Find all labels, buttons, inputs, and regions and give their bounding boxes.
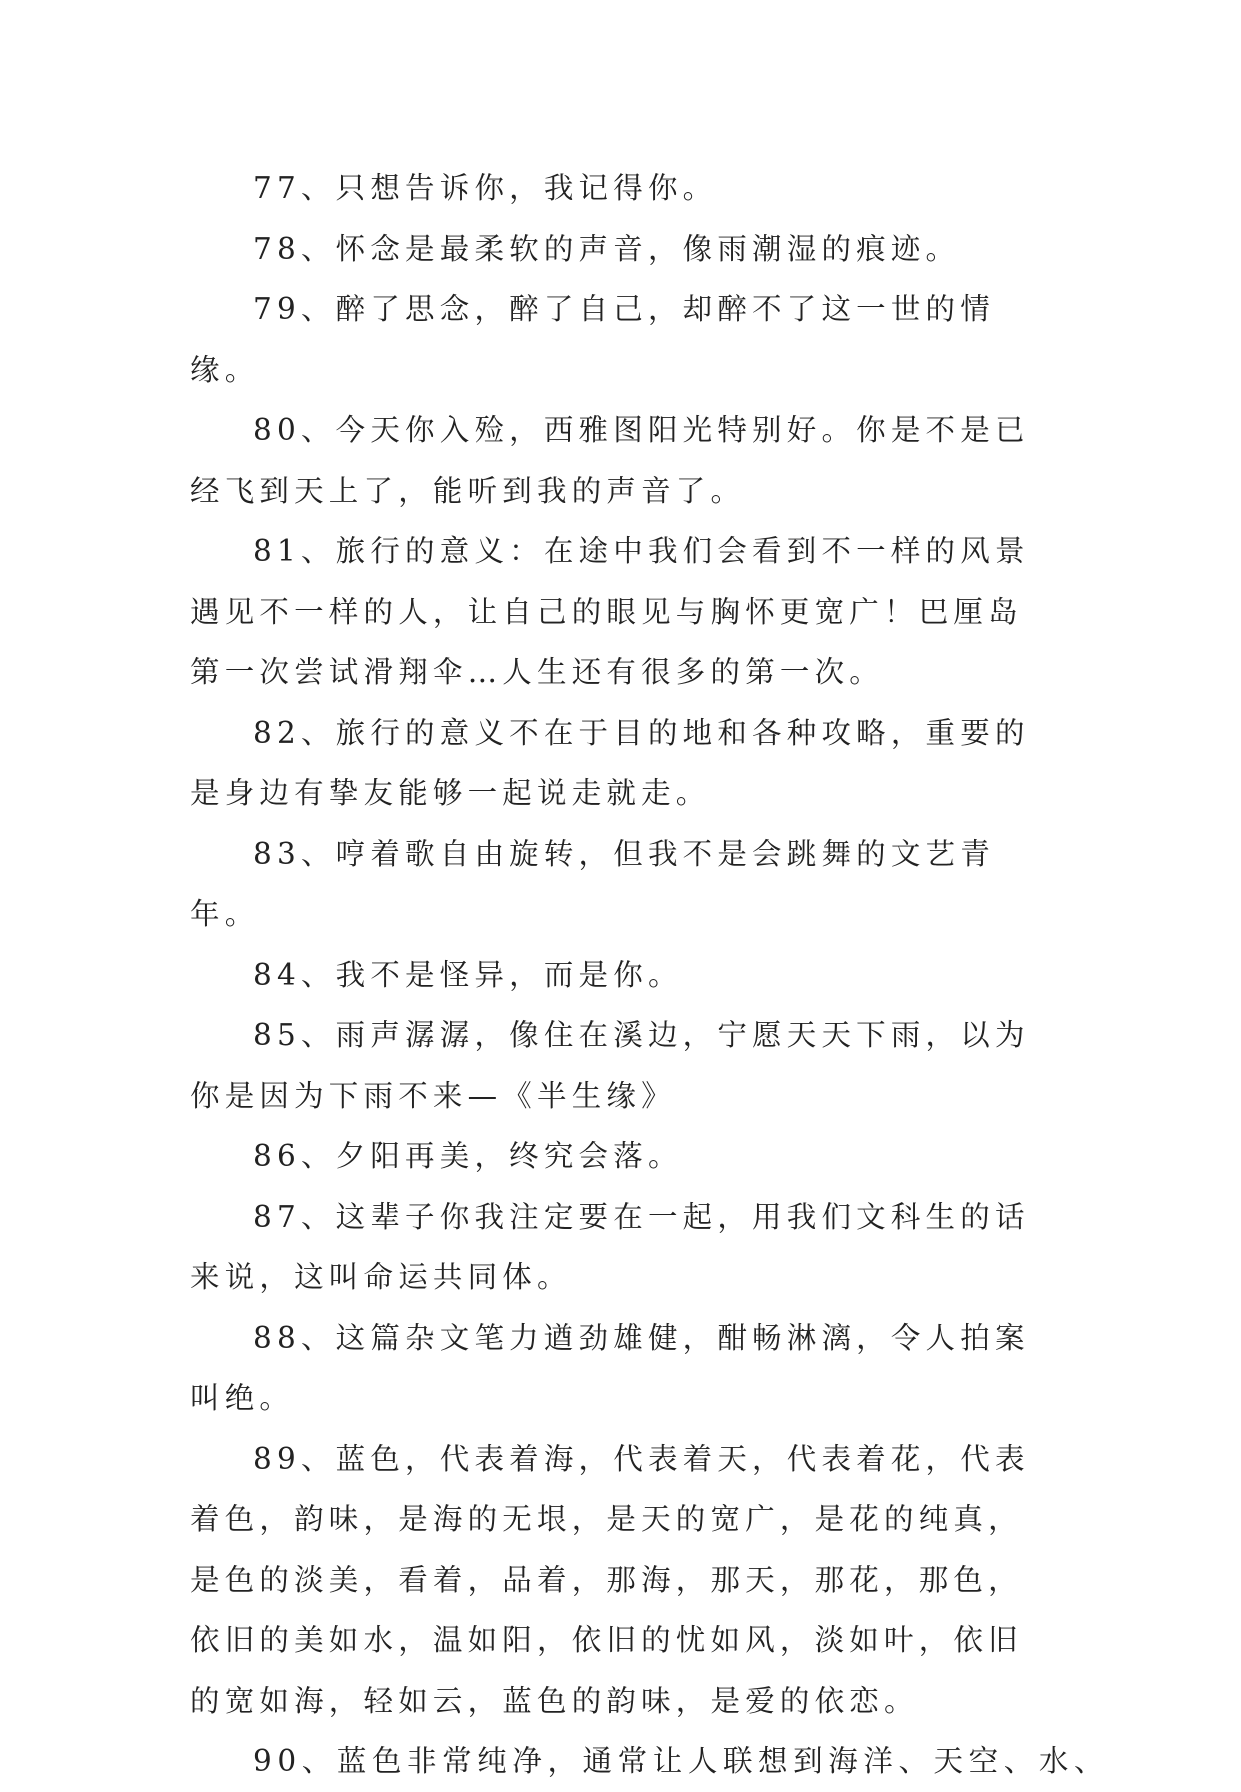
- paragraph-81: 81、旅行的意义：在途中我们会看到不一样的风景遇见不一样的人，让自己的眼见与胸怀更宽广！巴厘岛第一次尝试滑翔伞…人生还有很多的第一次。: [190, 534, 1030, 689]
- paragraph-77: 77、只想告诉你，我记得你。: [253, 171, 718, 205]
- paragraph-78: 78、怀念是最柔软的声音，像雨潮湿的痕迹。: [253, 231, 961, 266]
- paragraph-90: 90、蓝色非常纯净，通常让人联想到海洋、天空、水、: [253, 1744, 1110, 1778]
- paragraph-85: 85、雨声潺潺，像住在溪边，宁愿天天下雨，以为你是因为下雨不来—《半生缘》: [190, 1018, 1030, 1113]
- paragraph-88: 88、这篇杂文笔力遒劲雄健，酣畅淋漓，令人拍案叫绝。: [190, 1320, 1030, 1415]
- paragraph-84: 84、我不是怪异，而是你。: [253, 957, 683, 992]
- paragraph-83: 83、哼着歌自由旋转，但我不是会跳舞的文艺青年。: [190, 836, 995, 931]
- document-body: [190, 158, 1110, 1792]
- paragraph-86: 86、夕阳再美，终究会落。: [253, 1139, 683, 1173]
- paragraph-87: 87、这辈子你我注定要在一起，用我们文科生的话来说，这叫命运共同体。: [190, 1199, 1030, 1294]
- paragraph-82: 82、旅行的意义不在于目的地和各种攻略，重要的是身边有挚友能够一起说走就走。: [190, 715, 1030, 810]
- paragraph-80: 80、今天你入殓，西雅图阳光特别好。你是不是已经飞到天上了，能听到我的声音了。: [190, 413, 1030, 508]
- paragraph-89: 89、蓝色，代表着海，代表着天，代表着花，代表着色，韵味，是海的无垠，是天的宽广，是花的纯真，是色的淡美，看着，品着，那海，那天，那花，那色，依旧的美如水，温如阳，依旧的忧如风，淡如叶，依旧的宽如海，轻如云，蓝色的韵味，是爱的依恋。: [190, 1441, 1030, 1718]
- paragraph-79: 79、醉了思念，醉了自己，却醉不了这一世的情缘。: [190, 292, 995, 387]
